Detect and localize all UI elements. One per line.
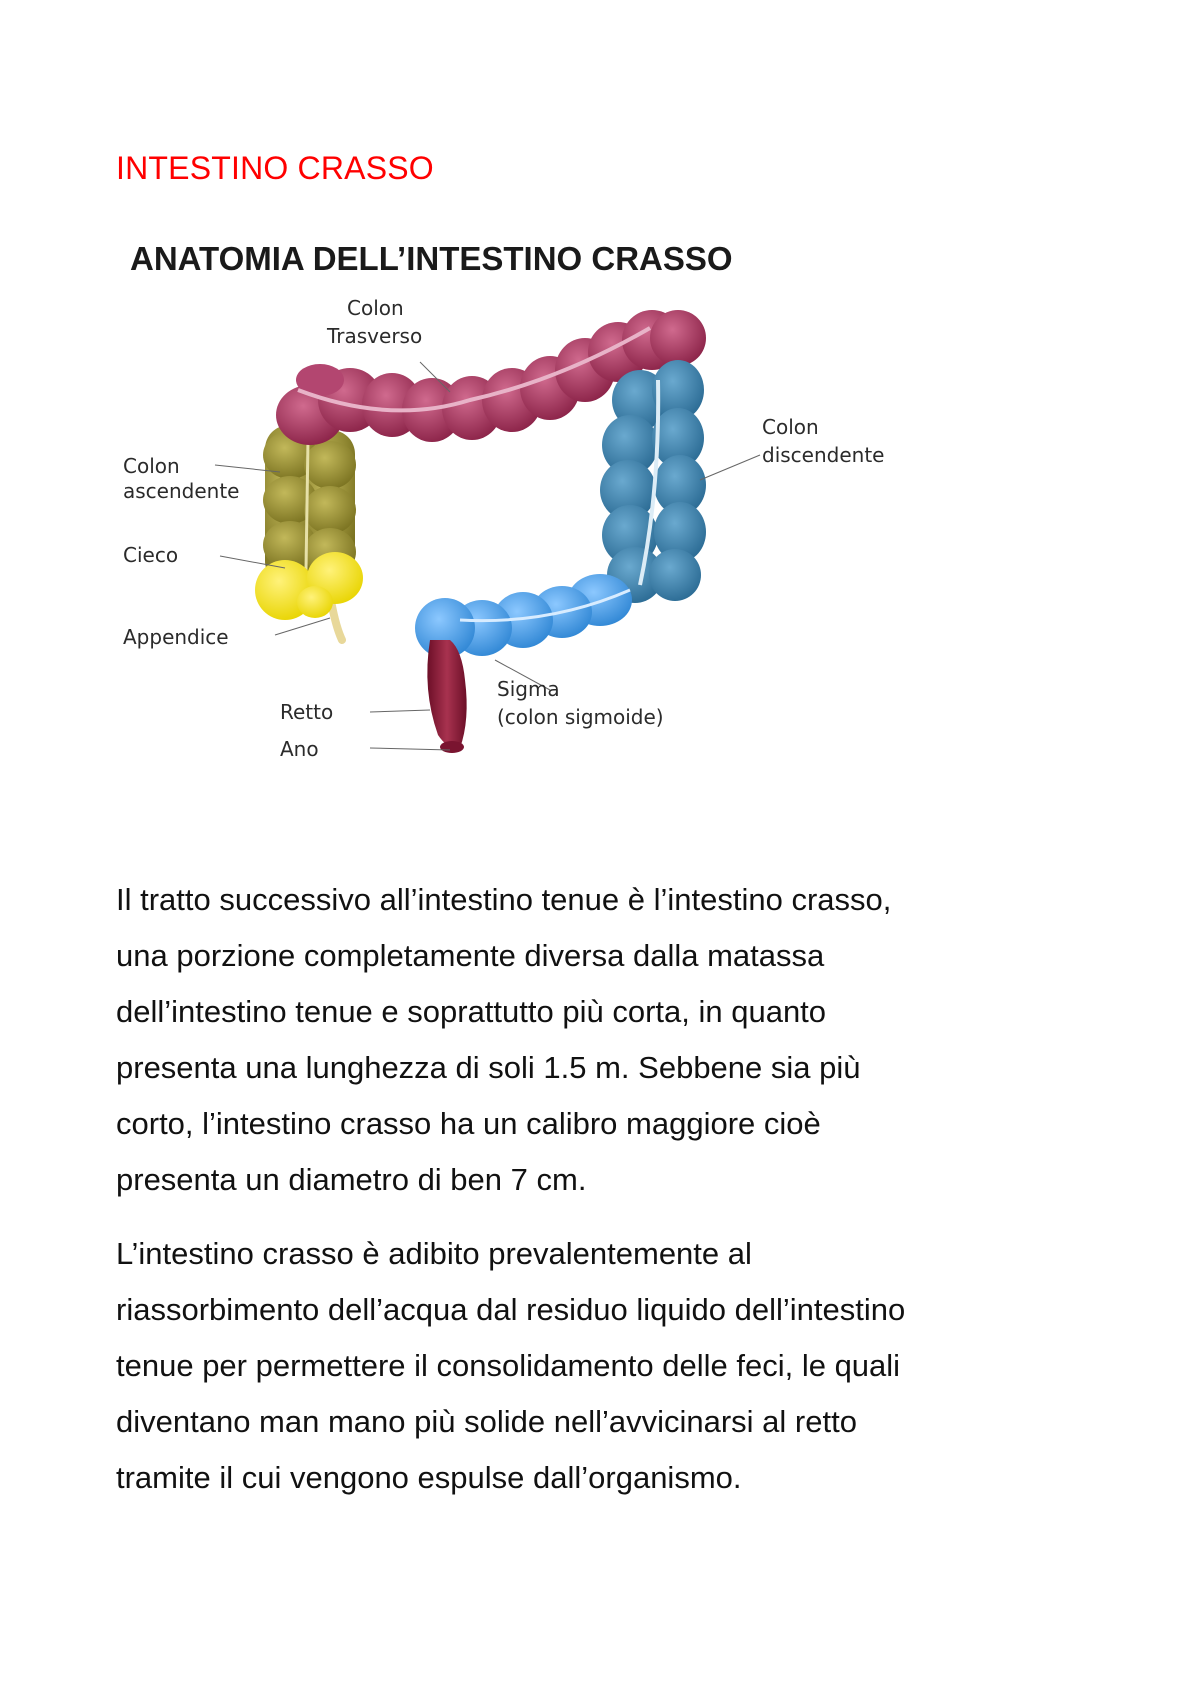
rectum: [427, 640, 466, 753]
label-cecum: Cieco: [123, 543, 179, 567]
figure-title: ANATOMIA DELL’INTESTINO CRASSO: [130, 240, 733, 277]
paragraph-line: riassorbimento dell’acqua dal residuo liquido dell’intestino: [116, 1292, 906, 1327]
paragraph-line: L’intestino crasso è adibito prevalentemente al: [116, 1236, 752, 1271]
paragraph-line: una porzione completamente diversa dalla matassa: [116, 938, 825, 973]
colon-diagram: [123, 240, 910, 840]
paragraph-line: presenta un diametro di ben 7 cm.: [116, 1162, 587, 1197]
label-sigmoid-1: Sigma: [497, 677, 560, 701]
paragraph-line: corto, l’intestino crasso ha un calibro maggiore cioè: [116, 1106, 821, 1141]
paragraph-2: [116, 1226, 1096, 1506]
label-ascending-2: ascendente: [123, 479, 240, 503]
paragraph-line: dell’intestino tenue e soprattutto più corta, in quanto: [116, 994, 827, 1029]
page-title: INTESTINO CRASSO: [116, 150, 434, 186]
label-descending-1: Colon: [762, 415, 819, 439]
label-transverse-1: Colon: [347, 296, 404, 320]
body-text: [116, 872, 1096, 1524]
paragraph-line: Il tratto successivo all’intestino tenue è l’intestino crasso,: [116, 882, 892, 917]
paragraph-line: tenue per permettere il consolidamento delle feci, le quali: [116, 1348, 901, 1383]
label-sigmoid-2: (colon sigmoide): [497, 705, 664, 729]
label-appendix: Appendice: [123, 625, 229, 649]
label-transverse-2: Trasverso: [327, 324, 423, 348]
label-anus: Ano: [280, 737, 319, 761]
paragraph-1: [116, 872, 1096, 1208]
label-rectum: Retto: [280, 700, 334, 724]
paragraph-line: diventano man mano più solide nell’avvicinarsi al retto: [116, 1404, 857, 1439]
label-descending-2: discendente: [762, 443, 885, 467]
paragraph-line: presenta una lunghezza di soli 1.5 m. Sebbene sia più: [116, 1050, 861, 1085]
anatomy-figure: [123, 240, 910, 840]
paragraph-line: tramite il cui vengono espulse dall’organismo.: [116, 1460, 742, 1495]
label-ascending-1: Colon: [123, 454, 180, 478]
descending-colon: [600, 360, 706, 603]
